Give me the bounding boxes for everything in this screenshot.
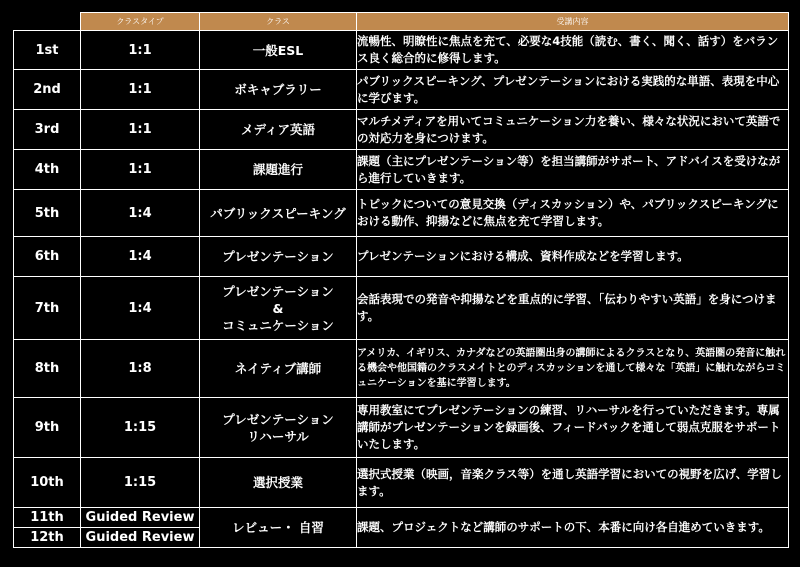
week-cell: 10th: [14, 458, 81, 508]
content-cell: 流暢性、明瞭性に焦点を充て、必要な4技能（読む、書く、聞く、話す）をバランス良く総合的に修得します。: [357, 31, 789, 70]
table-row: [14, 70, 789, 110]
class-type-cell: 1:1: [81, 110, 200, 150]
header-class-name: クラス: [200, 13, 357, 31]
table-row: [14, 340, 789, 398]
week-cell: 7th: [14, 277, 81, 340]
table-row: [14, 237, 789, 277]
class-type-cell: 1:8: [81, 340, 200, 398]
content-cell: トピックについての意見交換（ディスカッション）や、パブリックスピーキングにおける動作、抑揚などに焦点を充て学習します。: [357, 190, 789, 237]
table-row: [14, 150, 789, 190]
curriculum-table: [13, 12, 789, 548]
class-name-line: ネイティブ講師: [234, 361, 322, 376]
table-row: [14, 458, 789, 508]
class-name-cell: [200, 150, 357, 190]
week-cell: 12th: [14, 528, 81, 548]
week-cell: 11th: [14, 508, 81, 528]
class-name-cell: [200, 508, 357, 548]
content-cell: マルチメディアを用いてコミュニケーション力を養い、様々な状況において英語での対応力を身につけます。: [357, 110, 789, 150]
class-name-line: プレゼンテーション: [222, 411, 334, 427]
class-type-cell: Guided Review: [81, 528, 200, 548]
content-cell: パブリックスピーキング、プレゼンテーションにおける実践的な単語、表現を中心に学びます。: [357, 70, 789, 110]
class-name-cell: [200, 340, 357, 398]
header-class-type: クラスタイプ: [81, 13, 200, 31]
class-name-cell: [200, 31, 357, 70]
class-name-line: メディア英語: [240, 122, 315, 137]
content-cell: 選択式授業（映画，音楽クラス等）を通し英語学習においての視野を広げ、学習します。: [357, 458, 789, 508]
class-name-cell: [200, 237, 357, 277]
class-name-cell: [200, 458, 357, 508]
table-row: [14, 508, 789, 528]
class-name-cell: [200, 70, 357, 110]
table-row: [14, 31, 789, 70]
content-cell: 会話表現での発音や抑揚などを重点的に学習、「伝わりやすい英語」を身につけます。: [357, 277, 789, 340]
class-name-cell: [200, 277, 357, 340]
class-name-cell: [200, 398, 357, 458]
class-name-cell: [200, 110, 357, 150]
header-week: [14, 13, 81, 31]
class-name-line: プレゼンテーション: [222, 249, 334, 264]
week-cell: 1st: [14, 31, 81, 70]
class-name-line: コミュニケーション: [222, 317, 334, 333]
header-content: 受講内容: [357, 13, 789, 31]
table-row: [14, 398, 789, 458]
week-cell: 9th: [14, 398, 81, 458]
class-type-cell: 1:1: [81, 31, 200, 70]
class-type-cell: 1:1: [81, 150, 200, 190]
class-type-cell: 1:15: [81, 458, 200, 508]
table-row: [14, 110, 789, 150]
week-cell: 8th: [14, 340, 81, 398]
header-row: [14, 13, 789, 31]
class-name-line: リハーサル: [247, 428, 309, 444]
week-cell: 2nd: [14, 70, 81, 110]
class-type-cell: 1:4: [81, 190, 200, 237]
week-cell: 4th: [14, 150, 81, 190]
content-cell: アメリカ、イギリス、カナダなどの英語圏出身の講師によるクラスとなり、英語圏の発音に触れる機会や他国籍のクラスメイトとのディスカッションを通して様々な「英語」に触れながらコミュニケーションを基に学習します。: [357, 340, 789, 398]
table-row: [14, 190, 789, 237]
week-cell: 6th: [14, 237, 81, 277]
class-name-line: 課題進行: [252, 162, 303, 177]
content-cell: 課題（主にプレゼンテーション等）を担当講師がサポート、アドバイスを受けながら進行していきます。: [357, 150, 789, 190]
class-name-line: ボキャブラリー: [234, 82, 322, 97]
table-row: [14, 277, 789, 340]
class-type-cell: 1:1: [81, 70, 200, 110]
class-name-line: 選択授業: [252, 475, 303, 490]
class-name-line: レビュー・ 自習: [232, 520, 324, 535]
class-type-cell: 1:15: [81, 398, 200, 458]
class-type-cell: 1:4: [81, 237, 200, 277]
class-name-line: パブリックスピーキング: [210, 205, 346, 221]
class-name-line: 一般ESL: [252, 42, 304, 58]
content-cell: 課題、プロジェクトなど講師のサポートの下、本番に向け各自進めていきます。: [357, 508, 789, 548]
content-cell: 専用教室にてプレゼンテーションの練習、リハーサルを行っていただきます。専属講師がプレゼンテーションを録画後、フィードバックを通して弱点克服をサポートいたします。: [357, 398, 789, 458]
class-name-line: &: [272, 300, 284, 316]
class-name-cell: [200, 190, 357, 237]
class-type-cell: Guided Review: [81, 508, 200, 528]
class-name-line: プレゼンテーション: [222, 283, 334, 299]
week-cell: 5th: [14, 190, 81, 237]
content-cell: プレゼンテーションにおける構成、資料作成などを学習します。: [357, 237, 789, 277]
week-cell: 3rd: [14, 110, 81, 150]
class-type-cell: 1:4: [81, 277, 200, 340]
